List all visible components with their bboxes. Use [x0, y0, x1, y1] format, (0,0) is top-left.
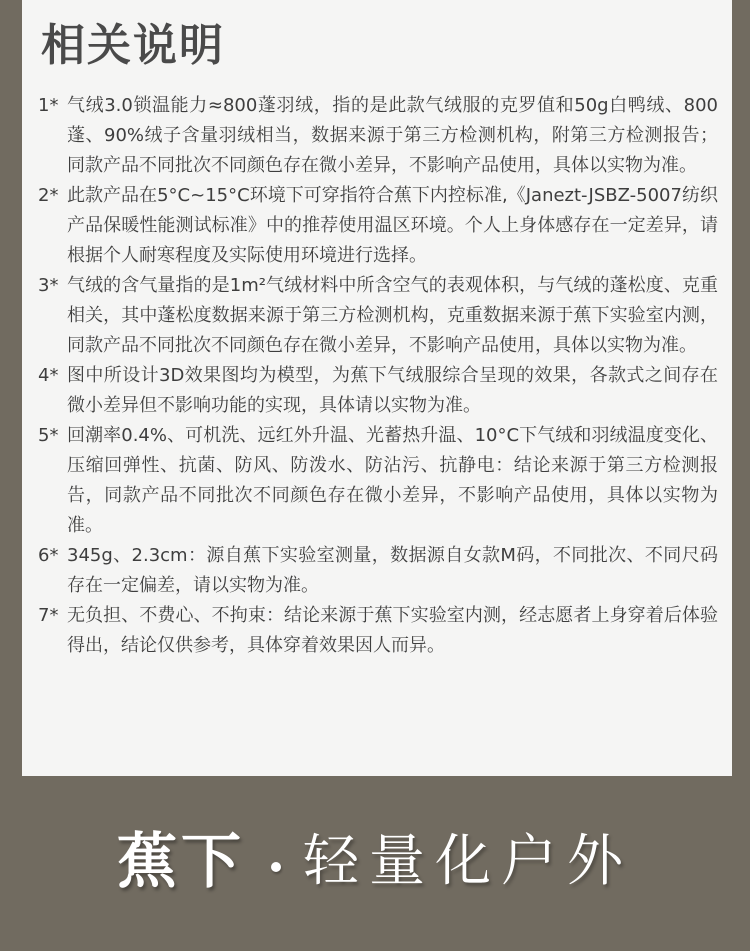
brand-slogan: 轻量化户外 — [303, 828, 633, 894]
list-item — [38, 271, 718, 361]
list-item — [38, 601, 718, 661]
note-number: 5* — [38, 425, 59, 446]
list-item — [38, 541, 718, 601]
note-text: 气绒的含气量指的是1m²气绒材料中所含空气的表观体积，与气绒的蓬松度、克重相关，其中蓬松度数据来源于第三方检测机构，克重数据来源于蕉下实验室内测，同款产品不同批次不同颜色存在微小差异，不影响产品使用，具体以实物为准。 — [67, 275, 718, 356]
notes-card — [22, 0, 732, 776]
note-number: 7* — [38, 605, 59, 626]
note-text: 回潮率0.4%、可机洗、远红外升温、光蓄热升温、10°C下气绒和羽绒温度变化、压缩回弹性、抗菌、防风、防泼水、防沾污、抗静电：结论来源于第三方检测报告，同款产品不同批次不同颜色存在微小差异，不影响产品使用，具体以实物为准。 — [67, 425, 718, 536]
note-text: 此款产品在5°C~15°C环境下可穿指符合蕉下内控标准,《Janezt-JSBZ-5007纺织产品保暖性能测试标准》中的推荐使用温区环境。个人上身体感存在一定差异，请根据个人耐寒程度及实际使用环境进行选择。 — [67, 185, 718, 266]
note-text: 345g、2.3cm：源自蕉下实验室测量，数据源自女款M码，不同批次、不同尺码存在一定偏差，请以实物为准。 — [67, 545, 718, 596]
note-number: 6* — [38, 545, 59, 566]
note-number: 4* — [38, 365, 59, 386]
list-item — [38, 91, 718, 181]
note-text: 气绒3.0锁温能力≈800蓬羽绒，指的是此款气绒服的克罗值和50g白鸭绒、800蓬、90%绒子含量羽绒相当，数据来源于第三方检测机构，附第三方检测报告；同款产品不同批次不同颜色存在微小差异，不影响产品使用，具体以实物为准。 — [67, 95, 718, 176]
list-item — [38, 181, 718, 271]
notes-list — [38, 91, 718, 661]
note-number: 3* — [38, 275, 59, 296]
page-title: 相关说明 — [41, 20, 225, 71]
list-item — [38, 361, 718, 421]
list-item — [38, 421, 718, 541]
brand-name: 蕉下 — [117, 826, 245, 897]
note-text: 无负担、不费心、不拘束：结论来源于蕉下实验室内测，经志愿者上身穿着后体验得出，结论仅供参考，具体穿着效果因人而异。 — [67, 605, 718, 656]
note-number: 2* — [38, 185, 59, 206]
separator-dot-icon — [271, 862, 281, 872]
brand-footer — [0, 776, 750, 951]
note-text: 图中所设计3D效果图均为模型，为蕉下气绒服综合呈现的效果，各款式之间存在微小差异但不影响功能的实现，具体请以实物为准。 — [67, 365, 718, 416]
note-number: 1* — [38, 95, 59, 116]
